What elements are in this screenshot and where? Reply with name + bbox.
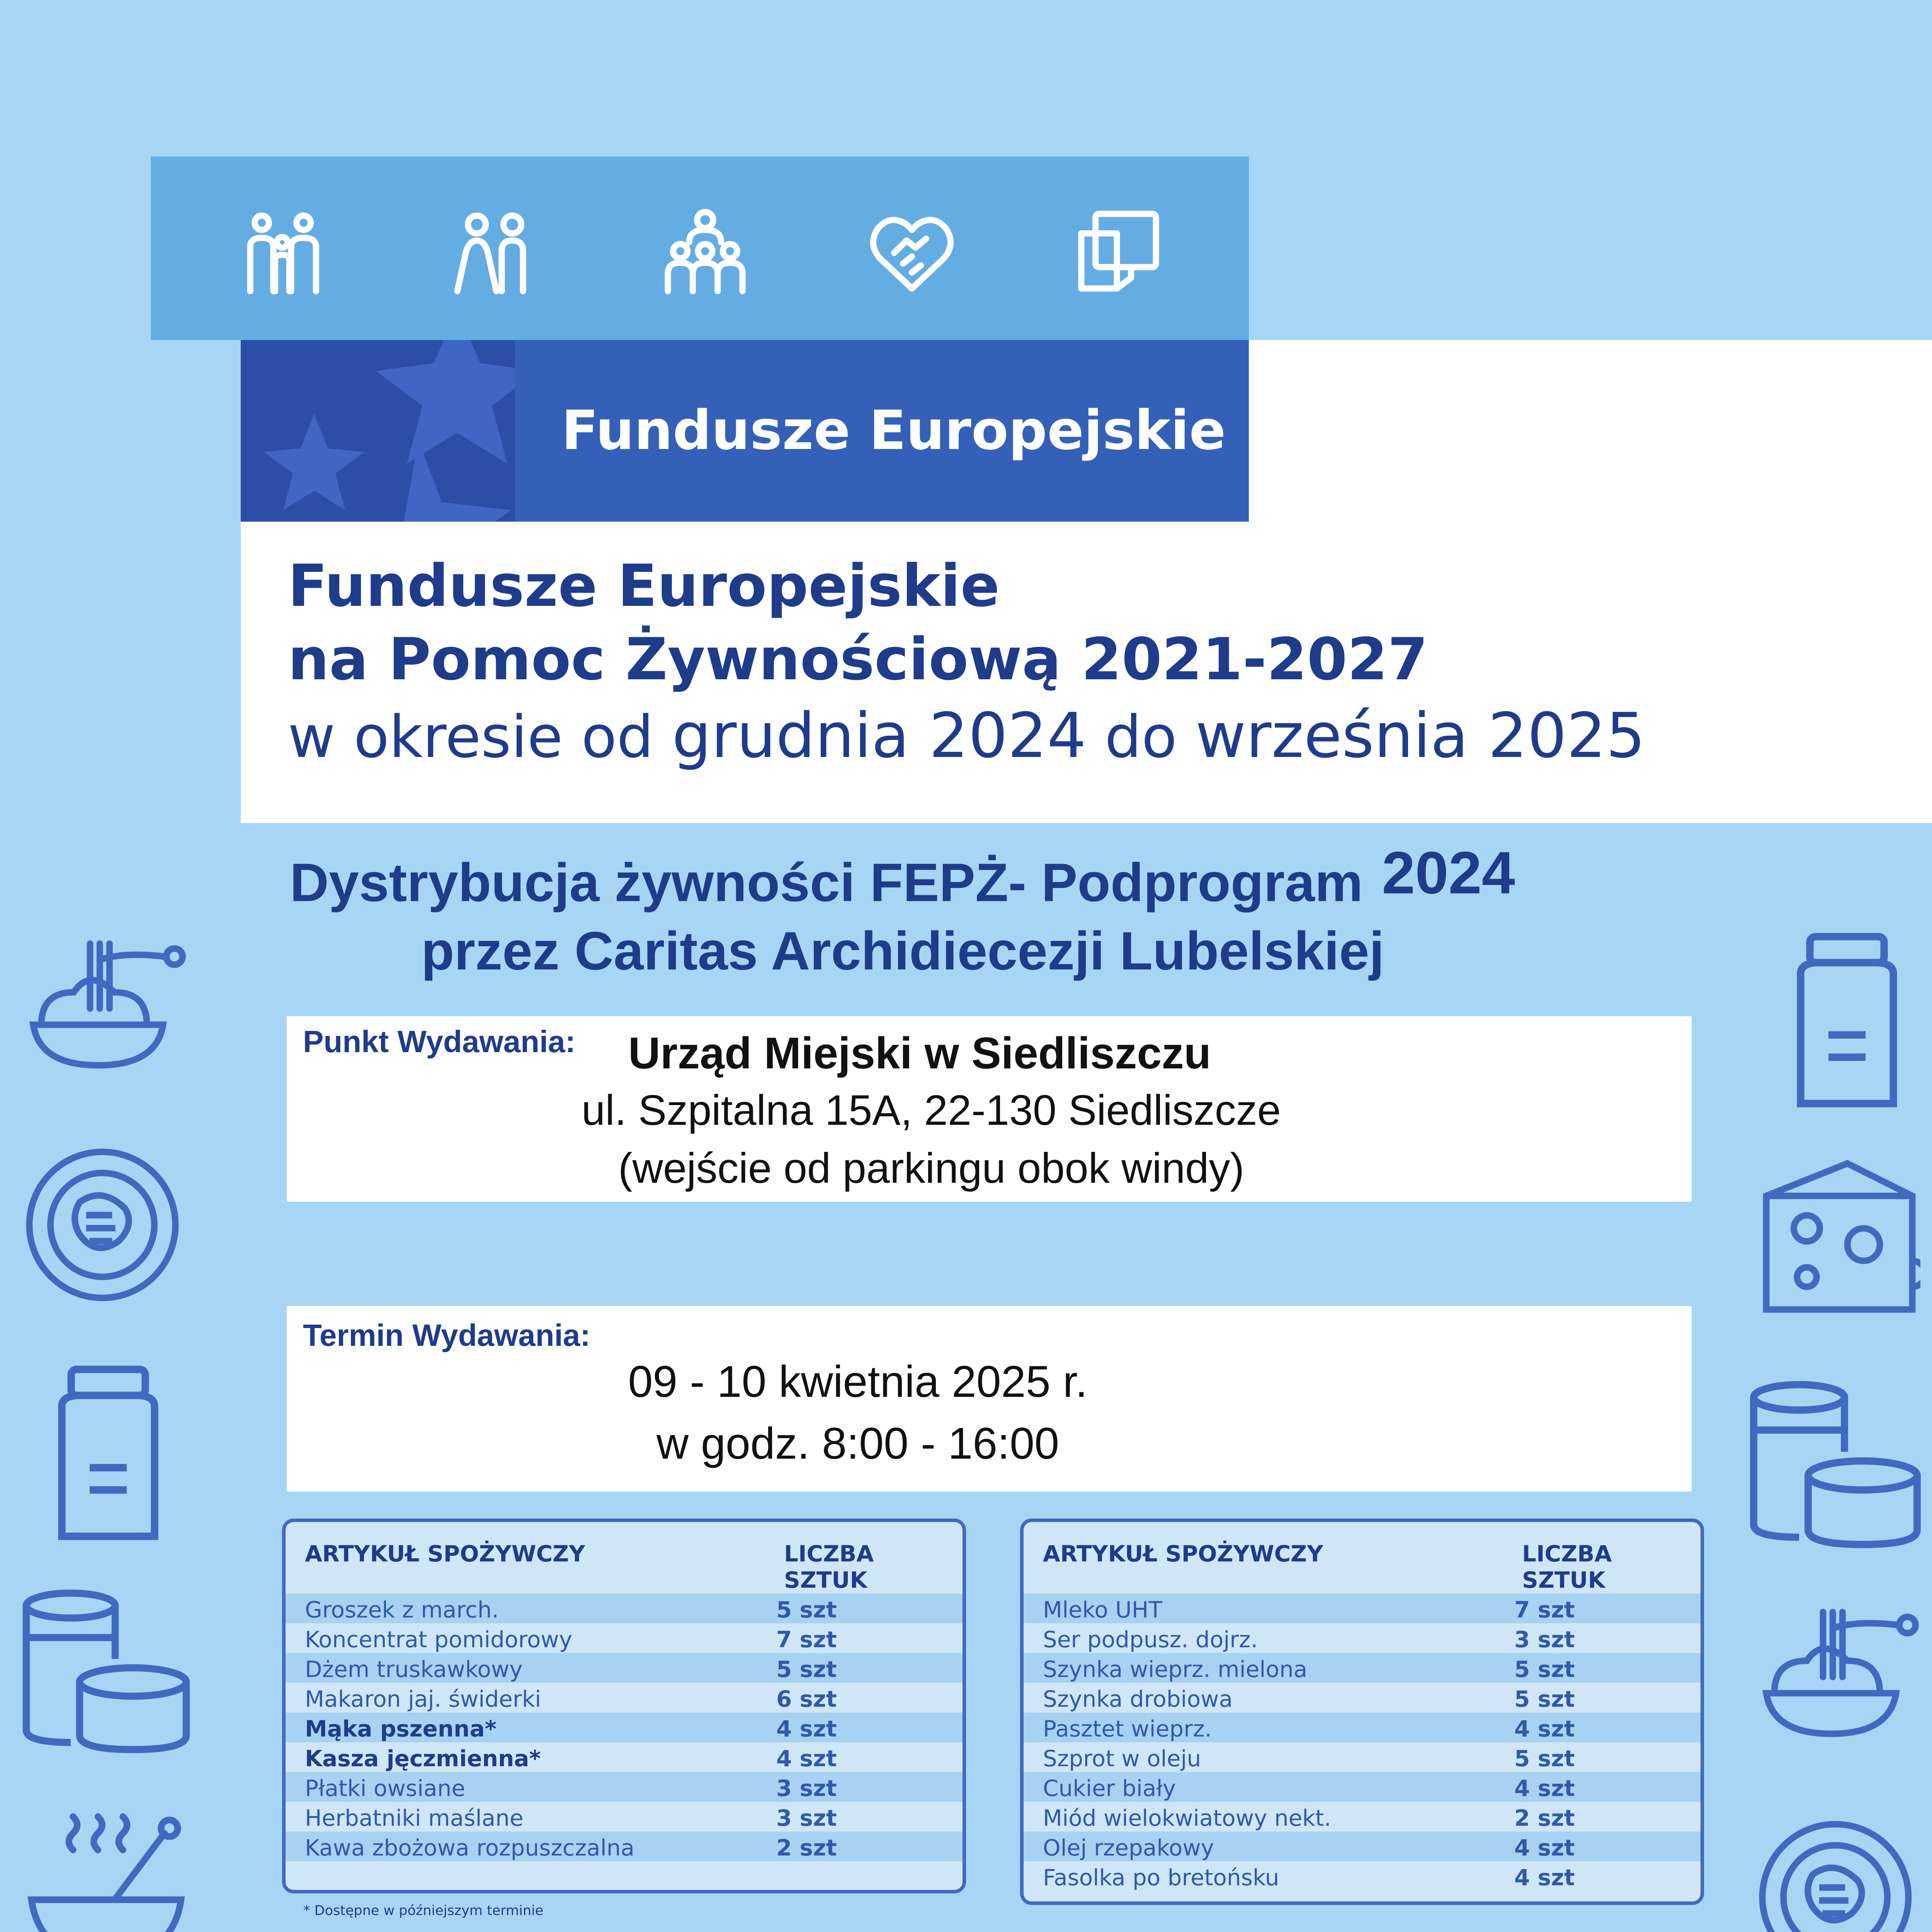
food-item-name: Kasza jęczmienna*: [305, 1745, 541, 1772]
distribution-point-box: [287, 1016, 1692, 1202]
column-header-qty: LICZBA SZTUK: [1522, 1541, 1612, 1593]
plate-icon: [1754, 1816, 1917, 1932]
food-item-qty: 5 szt: [776, 1656, 837, 1682]
table-row: [286, 1653, 963, 1683]
food-item-name: Groszek z march.: [305, 1597, 499, 1623]
food-item-qty: 4 szt: [1514, 1835, 1575, 1861]
food-item-name: Mąka pszenna*: [305, 1716, 497, 1742]
food-item-qty: 2 szt: [776, 1835, 837, 1861]
table-row: [286, 1832, 963, 1861]
pasta-bowl-icon: [1754, 1596, 1924, 1758]
food-item-qty: 3 szt: [1514, 1626, 1575, 1653]
table-row: [286, 1683, 963, 1713]
milk-carton-icon: [50, 1360, 166, 1546]
group-icon: [661, 207, 750, 296]
food-item-name: Cukier biały: [1043, 1775, 1176, 1801]
distribution-heading-line1: [290, 839, 1515, 915]
column-header-item: ARTYKUŁ SPOŻYWCZY: [305, 1541, 585, 1567]
icon-band: [151, 156, 1249, 340]
table-row: [1024, 1594, 1701, 1623]
term-hours: w godz. 8:00 - 16:00: [656, 1419, 1060, 1468]
program-period: [288, 699, 1645, 772]
table-row: [1024, 1861, 1701, 1891]
table-row: [286, 1623, 963, 1653]
food-item-name: Herbatniki maślane: [305, 1805, 524, 1831]
food-item-name: Płatki owsiane: [305, 1775, 466, 1801]
food-item-qty: 4 szt: [776, 1716, 837, 1742]
table-row: [1024, 1713, 1701, 1742]
food-item-qty: 5 szt: [1514, 1745, 1575, 1772]
distribution-year: 2024: [1382, 839, 1515, 906]
table-row: [286, 1594, 963, 1623]
food-item-qty: 4 szt: [1514, 1716, 1575, 1742]
food-item-qty: 4 szt: [1514, 1775, 1575, 1801]
table-body: [1024, 1594, 1701, 1891]
food-item-name: Koncentrat pomidorowy: [305, 1626, 573, 1653]
term-label: Termin Wydawania:: [303, 1318, 590, 1352]
table-header: [286, 1522, 963, 1593]
food-item-name: Szynka drobiowa: [1043, 1686, 1233, 1712]
food-table-right: [1020, 1519, 1704, 1905]
food-item-qty: 3 szt: [776, 1805, 837, 1831]
soup-bowl-icon: [21, 1808, 191, 1932]
table-row: [1024, 1742, 1701, 1772]
footnote: * Dostępne w późniejszym terminie: [303, 1903, 544, 1918]
food-item-qty: 5 szt: [1514, 1686, 1575, 1712]
food-item-name: Szynka wieprz. mielona: [1043, 1656, 1308, 1682]
food-item-name: Kawa zbożowa rozpuszczalna: [305, 1835, 635, 1861]
table-row: [286, 1772, 963, 1802]
table-body: [286, 1594, 963, 1861]
people-icon: [450, 207, 539, 296]
plate-icon: [21, 1144, 184, 1306]
table-row: [1024, 1653, 1701, 1683]
point-name: Urząd Miejski w Siedliszczu: [628, 1029, 1211, 1078]
distribution-title: Dystrybucja żywności FEPŻ- Podprogram: [290, 852, 1363, 913]
food-item-qty: 6 szt: [776, 1686, 837, 1712]
fe-header: [241, 340, 1249, 522]
table-row: [286, 1802, 963, 1832]
food-item-name: Pasztet wieprz.: [1043, 1716, 1212, 1742]
point-label: Punkt Wydawania:: [303, 1024, 576, 1059]
program-title-line1: Fundusze Europejskie: [288, 553, 1000, 620]
period-mid: do: [1105, 704, 1177, 771]
food-item-qty: 7 szt: [1514, 1597, 1575, 1623]
point-address: ul. Szpitalna 15A, 22-130 Siedliszcze: [582, 1087, 1281, 1134]
food-item-name: Fasolka po bretońsku: [1043, 1864, 1279, 1891]
distribution-term-box: [287, 1306, 1692, 1492]
cheese-icon: [1758, 1151, 1920, 1321]
food-item-name: Ser podpusz. dojrz.: [1043, 1626, 1258, 1653]
food-item-name: Szprot w oleju: [1043, 1745, 1201, 1772]
column-header-qty: LICZBA SZTUK: [784, 1541, 874, 1593]
column-header-item: ARTYKUŁ SPOŻYWCZY: [1043, 1541, 1323, 1567]
distribution-heading-line2: przez Caritas Archidiecezji Lubelskiej: [421, 920, 1384, 981]
handshake-icon: [867, 207, 956, 296]
food-item-name: Dżem truskawkowy: [305, 1656, 523, 1682]
food-item-qty: 5 szt: [776, 1597, 837, 1623]
canned-food-icon: [1739, 1376, 1932, 1557]
canned-food-icon: [14, 1584, 199, 1762]
table-header: [1024, 1522, 1701, 1593]
table-row: [286, 1742, 963, 1772]
table-row: [1024, 1832, 1701, 1861]
program-title-line2: na Pomoc Żywnościową 2021-2027: [288, 626, 1428, 693]
fe-star-graphic: [241, 340, 515, 522]
table-row: [1024, 1802, 1701, 1832]
food-item-name: Mleko UHT: [1043, 1597, 1162, 1623]
food-item-qty: 4 szt: [1514, 1864, 1575, 1891]
food-item-qty: 3 szt: [776, 1775, 837, 1801]
period-prefix: w okresie od: [288, 704, 654, 771]
table-row: [1024, 1772, 1701, 1802]
pasta-bowl-icon: [21, 927, 191, 1090]
term-dates: 09 - 10 kwietnia 2025 r.: [628, 1357, 1088, 1406]
table-row: [1024, 1623, 1701, 1653]
star-icon: [241, 340, 515, 522]
food-item-name: Miód wielokwiatowy nekt.: [1043, 1805, 1332, 1831]
food-item-qty: 2 szt: [1514, 1805, 1575, 1831]
table-row: [1024, 1683, 1701, 1713]
food-item-qty: 4 szt: [776, 1745, 837, 1772]
food-item-name: Olej rzepakowy: [1043, 1835, 1214, 1861]
point-note: (wejście od parkingu obok windy): [618, 1145, 1245, 1192]
food-item-name: Makaron jaj. świderki: [305, 1686, 541, 1712]
milk-carton-icon: [1789, 927, 1905, 1113]
book-icon: [1074, 207, 1163, 296]
food-item-qty: 5 szt: [1514, 1656, 1575, 1682]
food-item-qty: 7 szt: [776, 1626, 837, 1653]
food-table-left: [282, 1519, 966, 1893]
family-icon: [240, 207, 328, 296]
table-row: [286, 1713, 963, 1742]
period-to: września 2025: [1195, 699, 1646, 772]
period-from: grudnia 2024: [672, 699, 1087, 772]
fe-header-title: Fundusze Europejskie: [561, 399, 1226, 462]
